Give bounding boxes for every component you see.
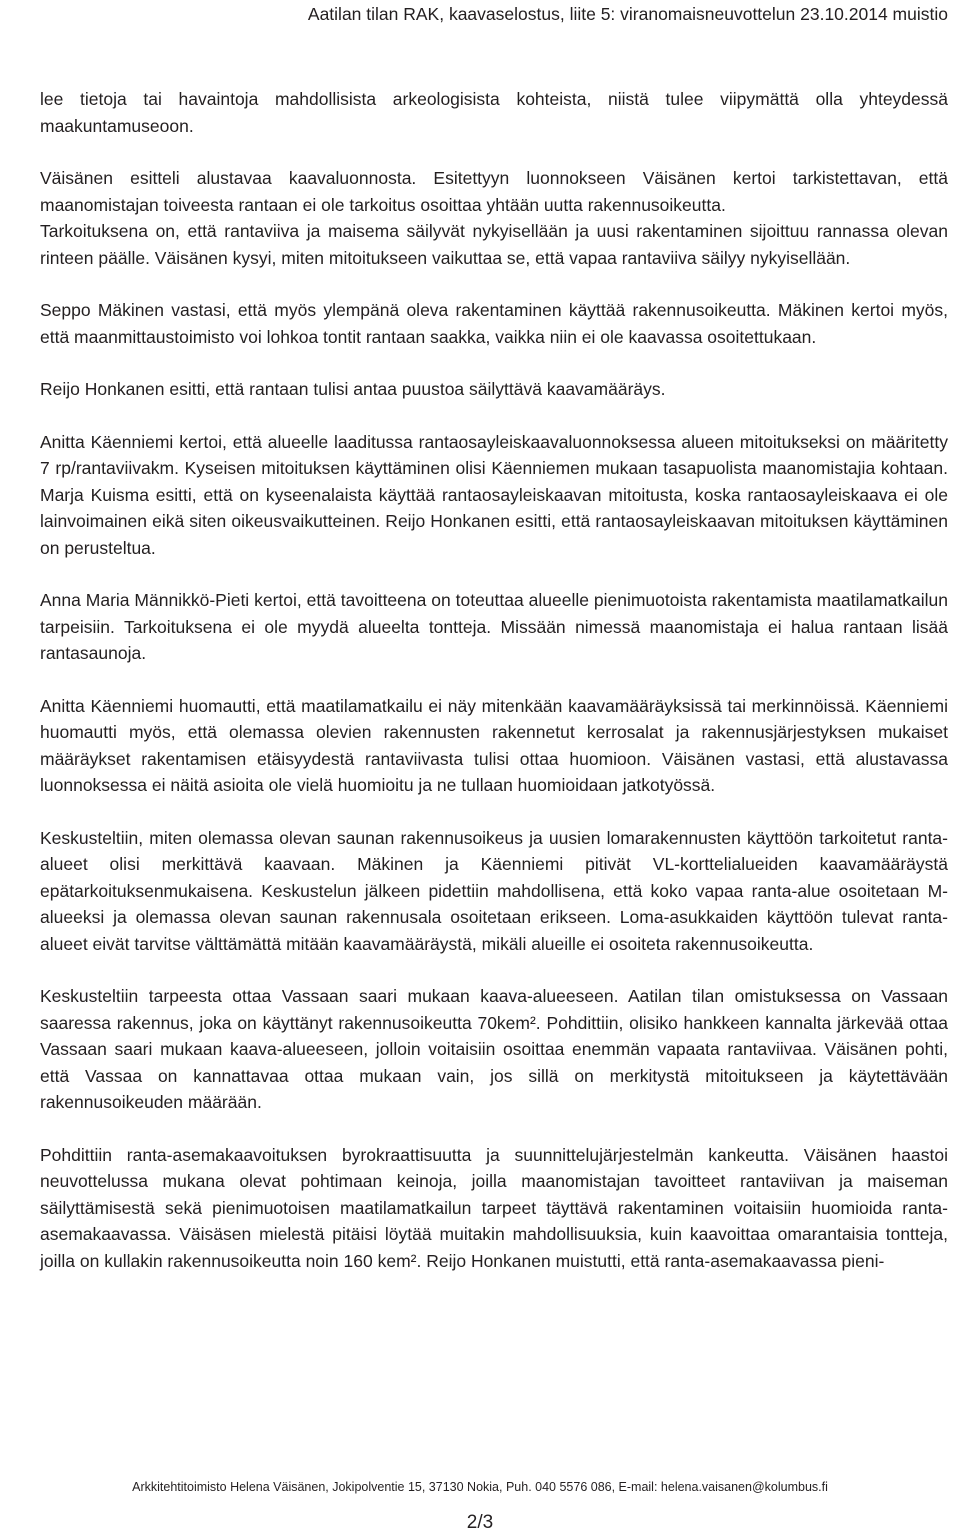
document-footer: Arkkitehtitoimisto Helena Väisänen, Jokipolventie 15, 37130 Nokia, Puh. 040 5576 086, E-mail: helena.vaisanen@kolumbus.fi: [132, 1480, 828, 1494]
page-number: 2/3: [466, 1512, 494, 1533]
paragraph-sauna-discussion: Keskusteltiin, miten olemassa olevan saunan rakennusoikeus ja uusien lomarakennusten käyttöön tarkoitetut ranta-alueet olisi merkittävä kaavaan. Mäkinen ja Käenniemi pitivät VL-korttelialueiden kaavamääräystä epätarkoituksenmukaisena. Keskustelun jälkeen pidettiin mahdollisena, että koko vapaa ranta-alue osoitetaan M-alueeksi ja olemassa olevan saunan rakennusala osoitetaan erikseen. Loma-asukkaiden käyttöön tulevat ranta-alueet eivät tarvitse välttämättä mitään kaavamääräystä, mikäli alueille ei osoiteta rakennusoikeutta.: [40, 827, 948, 954]
document-header: Aatilan tilan RAK, kaavaselostus, liite 5: viranomaisneuvottelun 23.10.2014 muistio: [307, 4, 948, 24]
paragraph-vassaa-island: Keskusteltiin tarpeesta ottaa Vassaan saari mukaan kaava-alueeseen. Aatilan tilan omistuksessa on Vassaan saaressa rakennus, joka on käyttänyt rakennusoikeutta 70kem². Pohdittiin, olisiko hankkeen kannalta järkevää ottaa Vassaan saari mukaan kaava-alueeseen, jolloin voitaisiin osoittaa enemmän vapaata rantaviivaa. Väisänen pohti, että Vassaa on kannattavaa ottaa mukaan vain, jos sillä on merkitystä mitoitukseen ja käytettävään rakennusoikeuden määrään.: [40, 986, 948, 1112]
paragraph-draft-intro: Väisänen esitteli alustavaa kaavaluonnosta. Esitettyyn luonnokseen Väisänen kertoi tarkistettavan, että maanomistajan toiveesta rantaan ei ole tarkoitus osoittaa yhtään uutta rakennusoikeutta.: [40, 168, 948, 215]
paragraph-bureaucracy: Pohdittiin ranta-asemakaavoituksen byrokraattisuutta ja suunnittelujärjestelmän kankeutta. Väisänen haastoi neuvottelussa mukana olevat pohtimaan keinoja, joilla maanomistajan tavoitteet rantaviivan ja maiseman säilyttämisestä sekä pienimuotoisen maatilamatkailun tarpeet täyttävä rakentaminen voitaisiin huomioida ranta-asemakaavassa. Väisäsen mielestä pitäisi löytää muitakin mahdollisuuksia, kuin kaavoittaa omarantaisia tontteja, joilla on kullakin rakennusoikeutta noin 160 kem². Reijo Honkanen muistutti, että ranta-asemakaavassa pieni-: [40, 1144, 948, 1271]
document-body: [40, 86, 948, 1300]
paragraph-regulations-note: Anitta Käenniemi huomautti, että maatilamatkailu ei näy mitenkään kaavamääräyksissä tai merkinnöissä. Käenniemi huomautti myös, että olemassa olevien rakennusten rakennetut kerrosalat ja rakennusjärjestyksen mukaiset määräykset rakentamisen etäisyydestä rantaviivasta tulisi ottaa huomioon. Väisänen vastasi, että alustavassa luonnoksessa ei näitä asioita ole vielä huomioitu ja ne tullaan huomioidaan jatkotyössä.: [40, 695, 948, 795]
paragraph-shoreline-goal: Tarkoituksena on, että rantaviiva ja maisema säilyvät nykyisellään ja uusi rakentaminen sijoittuu rannassa olevan rinteen päälle. Väisänen kysyi, miten mitoitukseen vaikuttaa se, että vapaa rantaviiva säilyy nykyisellään.: [40, 221, 948, 268]
paragraph-honkanen-trees: Reijo Honkanen esitti, että rantaan tulisi antaa puustoa säilyttävä kaavamääräys.: [40, 379, 666, 399]
paragraph-makinen-response: Seppo Mäkinen vastasi, että myös ylempänä oleva rakentaminen käyttää rakennusoikeutta. Mäkinen kertoi myös, että maanmittaustoimisto voi lohkoa tontit rantaan saakka, vaikka niin ei ole kaavassa osoitettukaan.: [40, 300, 948, 347]
paragraph-group-draft: [40, 165, 948, 271]
paragraph-archaeology: lee tietoja tai havaintoja mahdollisista arkeologisista kohteista, niistä tulee viipymättä olla yhteydessä maakuntamuseoon.: [40, 89, 948, 136]
paragraph-dimensioning: Anitta Käenniemi kertoi, että alueelle laaditussa rantaosayleiskaavaluonnoksessa alueen mitoitukseksi on määritetty 7 rp/rantaviivakm. Kyseisen mitoituksen käyttäminen olisi Käenniemen mukaan tasapuolista maanomistajia kohtaan. Marja Kuisma esitti, että on kyseenalaista käyttää rantaosayleiskaavan mitoitusta, koska rantaosayleiskaava ei ole lainvoimainen eikä siten oikeusvaikutteinen. Reijo Honkanen esitti, että rantaosayleiskaavan mitoituksen käyttäminen on perusteltua.: [40, 431, 948, 558]
paragraph-farm-tourism-goal: Anna Maria Männikkö-Pieti kertoi, että tavoitteena on toteuttaa alueelle pienimuotoista rakentamista maatilamatkailun tarpeisiin. Tarkoituksena ei ole myydä alueelta tontteja. Missään nimessä maanomistaja ei halua rantaan lisää rantasaunoja.: [40, 590, 948, 663]
